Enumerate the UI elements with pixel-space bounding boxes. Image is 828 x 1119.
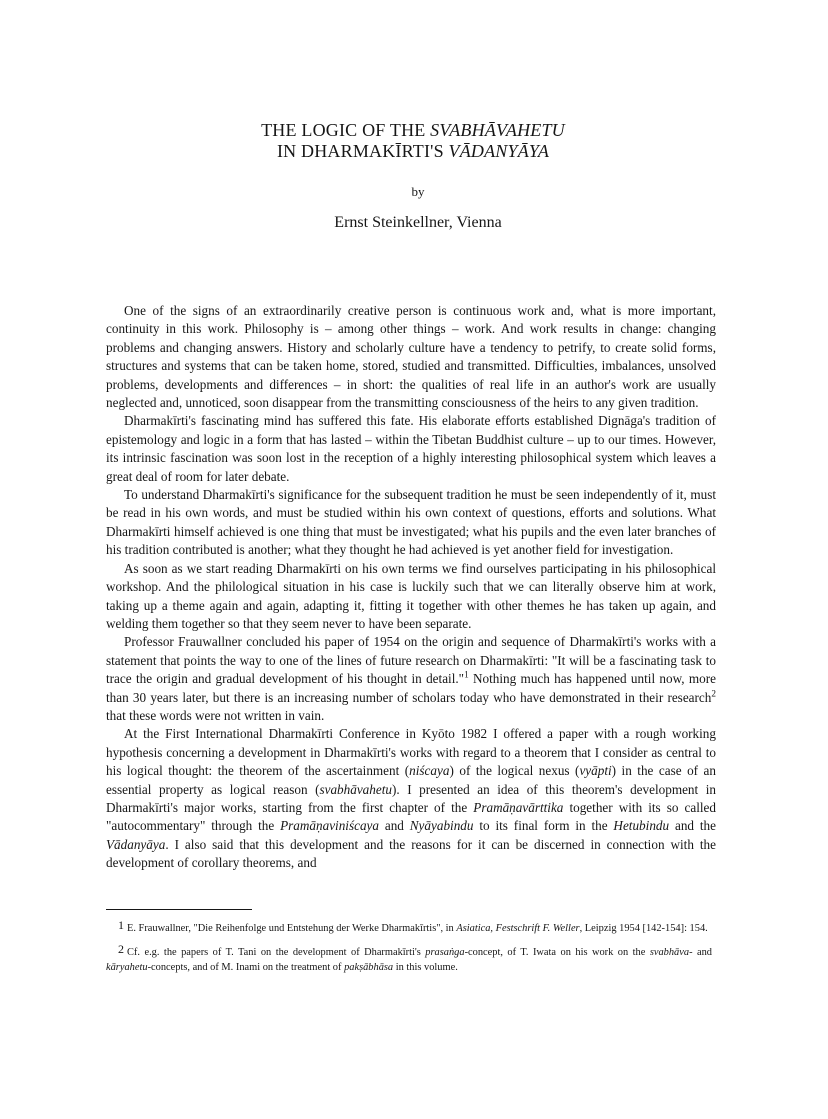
- term-svabhavahetu: svabhāvahetu: [319, 781, 392, 797]
- title-line-2-text: IN DHARMAKĪRTI'S: [276, 141, 449, 161]
- title-pramanaviniscaya: Pramāṇaviniścaya: [280, 818, 379, 834]
- footnote-rule: [106, 909, 252, 910]
- title-pramanavarttika: Pramāṇavārttika: [473, 799, 564, 815]
- body-text: [106, 302, 716, 873]
- paragraph-6-text-h: and the: [669, 818, 716, 834]
- paragraph-6-text-a: At the First International Dharmakīrti Conference in Kyōto 1982 I offered a paper with a rough working hypothesis concerning a development in Dharmakīrti's works with regard to a theorem that I consider as central to his logical thought: the theorem of the ascertainment (: [106, 726, 716, 779]
- footnote-2-italic-karyahetu: kāryahetu: [106, 962, 148, 973]
- footnote-1-italic: Asiatica, Festschrift F. Weller: [456, 923, 580, 934]
- paragraph-5-text-b: Nothing much has happened until now, more than 30 years later, but there is an increasing number of scholars today who have demonstrated in their research: [106, 671, 717, 705]
- footnotes: [106, 918, 712, 981]
- footnote-ref-1: 1: [464, 669, 469, 680]
- footnote-1: [106, 918, 712, 936]
- byline: by: [411, 184, 425, 199]
- paragraph-6-text-f: and: [379, 818, 410, 834]
- title-line-2: [110, 141, 716, 162]
- footnote-2-number: 2: [118, 942, 124, 956]
- footnote-1-number: 1: [118, 918, 124, 932]
- paragraph-6-text-b: ) of the logical nexus (: [449, 763, 580, 779]
- footnote-2-italic-svabhava: svabhāva: [649, 947, 690, 958]
- paragraph-6: [106, 725, 716, 872]
- title-line-1: [110, 120, 716, 141]
- footnote-1-text-a: E. Frauwallner, "Die Reihenfolge und Entstehung der Werke Dharmakīrtis", in: [127, 923, 457, 934]
- term-niscaya: niścaya: [409, 763, 450, 779]
- footnote-2-text-d: -concepts, and of M. Inami on the treatment of: [147, 962, 345, 973]
- paragraph-2: Dharmakīrti's fascinating mind has suffered this fate. His elaborate efforts established Dignāga's tradition of epistemology and logic in a form that has lasted – within the Tibetan Buddhist culture – up to our times. However, its intrinsic fascination was soon lost in the reception of a highly interesting philosophical system which leaves a great deal of room for later debate.: [106, 413, 716, 484]
- paper-title: [106, 120, 716, 162]
- paragraph-5-text-a: Professor Frauwallner concluded his paper of 1954 on the origin and sequence of Dharmakīrti's works with a statement that points the way to one of the lines of future research on Dharmakīrti: "It will be a fascinating task to trace the origin and gradual development of his thought in detail.": [106, 634, 716, 687]
- footnote-2: [106, 942, 712, 975]
- paragraph-3: To understand Dharmakīrti's significance for the subsequent tradition he must be seen independently of it, must be read in his own words, and must be studied within his own context of questions, efforts and solutions. What Dharmakīrti himself achieved is one thing that must be investigated; what his pupils and the even later branches of his tradition contributed is another; what they thought he had achieved is yet another field for investigation.: [106, 487, 716, 558]
- title-line-1-italic: SVABHĀVAHETU: [430, 120, 565, 140]
- paragraph-6-text-g: to its final form in the: [473, 818, 614, 834]
- paragraph-5: [106, 633, 716, 725]
- paragraph-6-text-i: . I also said that this development and the reasons for it can be discerned in connection with the development of corollary theorems, and: [106, 836, 716, 871]
- footnote-1-text-b: , Leipzig 1954 [142-154]: 154.: [579, 923, 708, 934]
- title-vadanyaya: Vādanyāya: [106, 836, 166, 852]
- footnote-2-text-c: - and: [689, 947, 712, 958]
- footnote-2-text-e: in this volume.: [393, 962, 458, 973]
- title-nyayabindu: Nyāyabindu: [409, 818, 474, 834]
- paragraph-1: One of the signs of an extraordinarily creative person is continuous work and, what is more important, continuity in this work. Philosophy is – among other things – work. And work results in change: changing problems and changing answers. History and scholarly culture have a tendency to petrify, to create solid forms, structures and systems that can be taken home, stored, studied and transmitted. Difficulties, imbalances, unsolved problems, developments and differences – in short: the qualities of real life in an author's work are usually neglected and, unnoticed, soon disappear from the transmitting consciousness of the heirs to any given tradition.: [106, 303, 716, 411]
- term-vyapti: vyāpti: [579, 763, 612, 779]
- footnote-2-text-b: -concept, of T. Iwata on his work on the: [464, 947, 650, 958]
- author-name: Ernst Steinkellner, Vienna: [334, 214, 502, 231]
- footnote-2-italic-paksabhasa: pakṣābhāsa: [344, 962, 394, 973]
- paragraph-5-text-c: that these words were not written in vain.: [106, 707, 325, 723]
- title-line-1-text: THE LOGIC OF THE: [261, 120, 431, 140]
- footnote-ref-2: 2: [711, 688, 716, 699]
- footnote-2-text-a: Cf. e.g. the papers of T. Tani on the development of Dharmakīrti's: [127, 947, 426, 958]
- footnote-2-italic-prasanga: prasaṅga: [425, 947, 465, 958]
- paragraph-6-text-d: ). I presented an idea of this theorem's development in Dharmakīrti's major works, starting from the first chapter of the: [106, 781, 716, 815]
- title-hetubindu: Hetubindu: [613, 818, 670, 834]
- paragraph-6-text-e: together with its so called "autocommentary" through the: [106, 799, 716, 834]
- title-line-2-italic: VĀDANYĀYA: [448, 141, 550, 161]
- paragraph-4: As soon as we start reading Dharmakīrti on his own terms we find ourselves participating in his philosophical workshop. And the philological situation in his case is luckily such that we can literally observe him at work, taking up a theme again and again, adapting it, fitting it together with other themes he has taken up again, and welding them together so that they seem never to have been separate.: [106, 560, 716, 631]
- paragraph-6-text-c: ) in the case of an essential property as logical reason (: [106, 763, 716, 797]
